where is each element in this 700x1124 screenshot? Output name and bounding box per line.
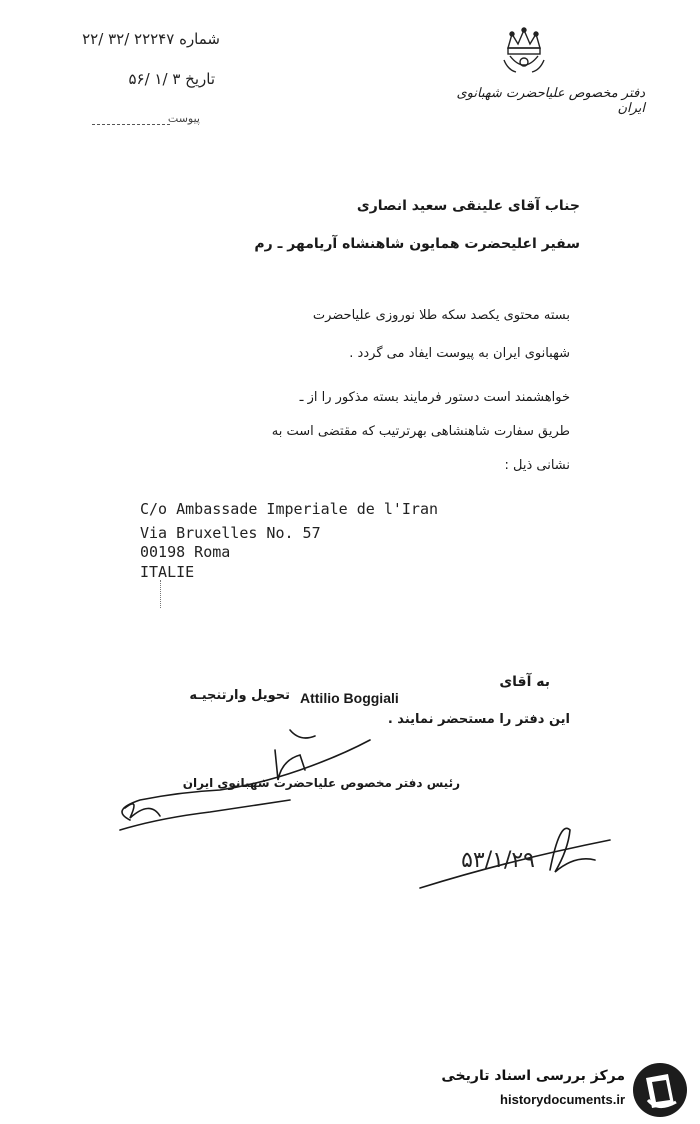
handover-line: این دفتر را مستحضر نمایند . xyxy=(387,712,570,727)
office-name: دفتر مخصوص علیاحضرت شهبانوی ایران xyxy=(456,86,645,116)
reference-attachment: پیوست xyxy=(167,112,200,125)
body-line: خواهشمند است دستور فرمایند بسته مذکور را از ـ xyxy=(299,390,570,405)
handwritten-signature xyxy=(100,700,460,840)
reference-number: شماره ۲۲۲۴۷ /۳۲ /۲۲ xyxy=(82,30,220,48)
crown-emblem-icon xyxy=(500,26,548,76)
postal-address-line: 00198 Roma xyxy=(140,543,231,561)
postal-address-line: ITALIE xyxy=(140,563,195,581)
reference-date: تاریخ ۳ /۱ /۵۶ xyxy=(128,70,215,88)
addressee-name: جناب آقای علینقی سعید انصاری xyxy=(356,198,580,214)
postal-address-line: C/o Ambassade Imperiale de l'Iran xyxy=(140,500,439,518)
margin-mark xyxy=(160,580,163,608)
watermark-url: historydocuments.ir xyxy=(500,1092,625,1107)
signature-date: ۵۳/۱/۲۹ xyxy=(461,848,535,873)
attachment-line xyxy=(92,124,170,125)
body-line: بسته محتوی یکصد سکه طلا نوروزی علیاحضرت xyxy=(312,308,570,323)
body-line: نشانی ذیل : xyxy=(504,458,570,473)
watermark-title: مرکز بررسی اسناد تاریخی xyxy=(441,1068,625,1084)
handover-action: تحویل وارتنجیـه xyxy=(189,688,290,703)
signatory-title: رئیس دفتر مخصوص علیاحضرت شهبانوی ایران xyxy=(182,776,460,790)
postal-address-line: Via Bruxelles No. 57 xyxy=(140,524,321,542)
body-line: شهبانوی ایران به پیوست ایفاد می گردد . xyxy=(349,346,570,361)
body-line: طریق سفارت شاهنشاهی بهرترتیب که مقتضی است به xyxy=(271,424,570,439)
archive-logo-icon xyxy=(630,1060,690,1120)
handover-recipient-name: Attilio Boggiali xyxy=(300,690,399,706)
handover-to-label: به آقای xyxy=(499,674,550,690)
addressee-title: سفیر اعلیحضرت همایون شاهنشاه آریامهر ـ رم xyxy=(254,236,580,252)
